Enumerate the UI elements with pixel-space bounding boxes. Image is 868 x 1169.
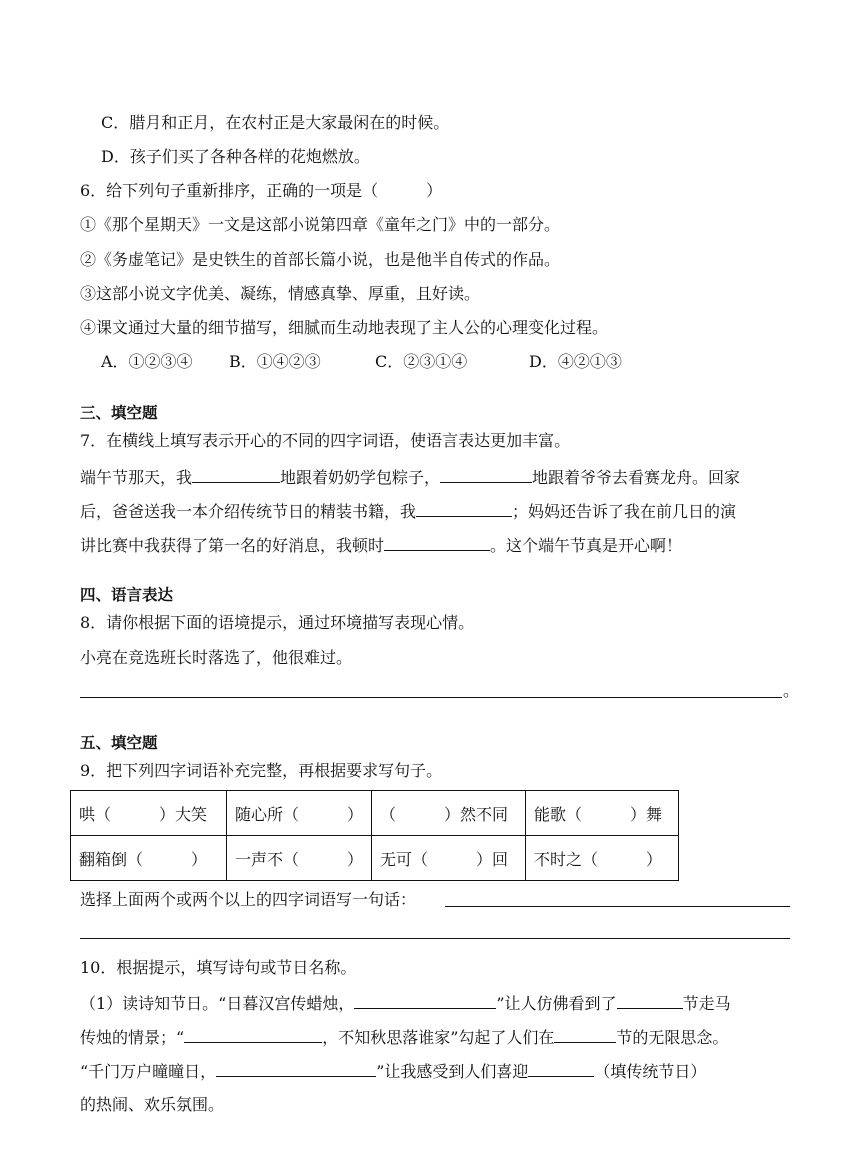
q9-answer-line-1[interactable] <box>445 906 790 907</box>
word-cell[interactable]: 能歌（ ）舞 <box>526 791 679 836</box>
q9-answer-line-2[interactable] <box>80 938 790 939</box>
q10-line-4: 的热闹、欢乐氛围。 <box>80 1095 225 1114</box>
q7-text: 讲比赛中我获得了第一名的好消息，我顿时 <box>80 536 385 555</box>
q7-text: 地跟着奶奶学包粽子， <box>280 468 441 487</box>
q7-blank-3[interactable] <box>416 499 512 517</box>
word-cell[interactable]: 不时之（ ） <box>526 836 679 881</box>
q7-text: ；妈妈还告诉了我在前几日的演 <box>512 502 737 521</box>
q10-text: 节的无限思念。 <box>616 1028 729 1047</box>
q9-sentence-prompt: 选择上面两个或两个以上的四字词语写一句话： <box>80 890 417 909</box>
section-5-heading: 五、填空题 <box>80 734 158 752</box>
q10-blank-2[interactable] <box>617 991 683 1009</box>
q10-blank-4[interactable] <box>554 1025 616 1043</box>
q6-option-a[interactable]: A．①②③④ <box>101 352 193 371</box>
q7-passage-line-2 <box>80 499 736 523</box>
q6-sentence-3: ③这部小说文字优美、凝练，情感真挚、厚重，且好读。 <box>80 284 481 303</box>
q9-stem: 9．把下列四字词语补充完整，再根据要求写句子。 <box>80 761 443 780</box>
q6-stem: 6．给下列句子重新排序，正确的一项是（ ） <box>80 181 443 200</box>
q7-blank-4[interactable] <box>384 533 490 551</box>
q8-answer-line[interactable] <box>80 697 782 698</box>
section-4-heading: 四、语言表达 <box>80 586 174 604</box>
q7-blank-1[interactable] <box>192 465 280 483</box>
word-cell[interactable]: 无可（ ）回 <box>372 836 526 881</box>
q7-text: 端午节那天，我 <box>80 468 193 487</box>
q10-stem: 10．根据提示，填写诗句或节日名称。 <box>80 958 357 977</box>
q10-text: （填传统节日） <box>594 1062 707 1081</box>
q8-context: 小亮在竞选班长时落选了，他很难过。 <box>80 648 353 667</box>
q10-blank-1[interactable] <box>354 991 496 1009</box>
q5-option-c: C．腊月和正月，在农村正是大家最闲在的时候。 <box>101 113 450 132</box>
q7-text: 地跟着爷爷去看赛龙舟。回家 <box>532 468 741 487</box>
q10-text: ”让人仿佛看到了 <box>496 994 617 1013</box>
q7-stem: 7．在横线上填写表示开心的不同的四字词语，使语言表达更加丰富。 <box>80 431 571 450</box>
q10-line-3 <box>80 1059 706 1083</box>
q10-text: ，不知秋思落谁家”勾起了人们在 <box>322 1028 555 1047</box>
word-cell[interactable]: 翻箱倒（ ） <box>71 836 227 881</box>
q10-text: ”让我感受到人们喜迎 <box>376 1062 529 1081</box>
q7-passage-line-3 <box>80 533 682 557</box>
q10-text: “千门万户曈曈日， <box>80 1062 217 1081</box>
section-3-heading: 三、填空题 <box>80 404 158 422</box>
q10-blank-3[interactable] <box>184 1025 322 1043</box>
word-cell[interactable]: 一声不（ ） <box>227 836 372 881</box>
q10-text: 传烛的情景；“ <box>80 1028 185 1047</box>
q7-text: 后，爸爸送我一本介绍传统节日的精装书籍，我 <box>80 502 417 521</box>
q5-option-d: D．孩子们买了各种各样的花炮燃放。 <box>101 147 370 166</box>
q10-line-2 <box>80 1025 728 1049</box>
q7-passage-line-1 <box>80 465 740 489</box>
q10-blank-5[interactable] <box>216 1059 376 1077</box>
table-row <box>71 836 679 881</box>
q8-stem: 8．请你根据下面的语境提示，通过环境描写表现心情。 <box>80 613 475 632</box>
q9-word-table <box>70 790 679 881</box>
q10-blank-6[interactable] <box>528 1059 594 1077</box>
q7-text: 。这个端午节真是开心啊！ <box>490 536 683 555</box>
q6-option-b[interactable]: B．①④②③ <box>229 352 321 371</box>
q6-options <box>101 351 622 373</box>
q6-option-c[interactable]: C．②③①④ <box>375 352 468 371</box>
q6-sentence-2: ②《务虚笔记》是史铁生的首部长篇小说，也是他半自传式的作品。 <box>80 250 561 269</box>
q6-sentence-1: ①《那个星期天》一文是这部小说第四章《童年之门》中的一部分。 <box>80 215 561 234</box>
q8-period: 。 <box>783 681 800 700</box>
q10-text: 节走马 <box>682 994 731 1013</box>
q6-option-d[interactable]: D．④②①③ <box>529 352 622 371</box>
word-cell[interactable]: （ ）然不同 <box>372 791 526 836</box>
q10-line-1 <box>80 991 731 1015</box>
word-cell[interactable]: 哄（ ）大笑 <box>71 791 227 836</box>
q7-blank-2[interactable] <box>440 465 532 483</box>
table-row <box>71 791 679 836</box>
q10-text: （1）读诗知节日。“日暮汉宫传蜡烛， <box>80 994 355 1013</box>
word-cell[interactable]: 随心所（ ） <box>227 791 372 836</box>
q6-sentence-4: ④课文通过大量的细节描写，细腻而生动地表现了主人公的心理变化过程。 <box>80 318 609 337</box>
